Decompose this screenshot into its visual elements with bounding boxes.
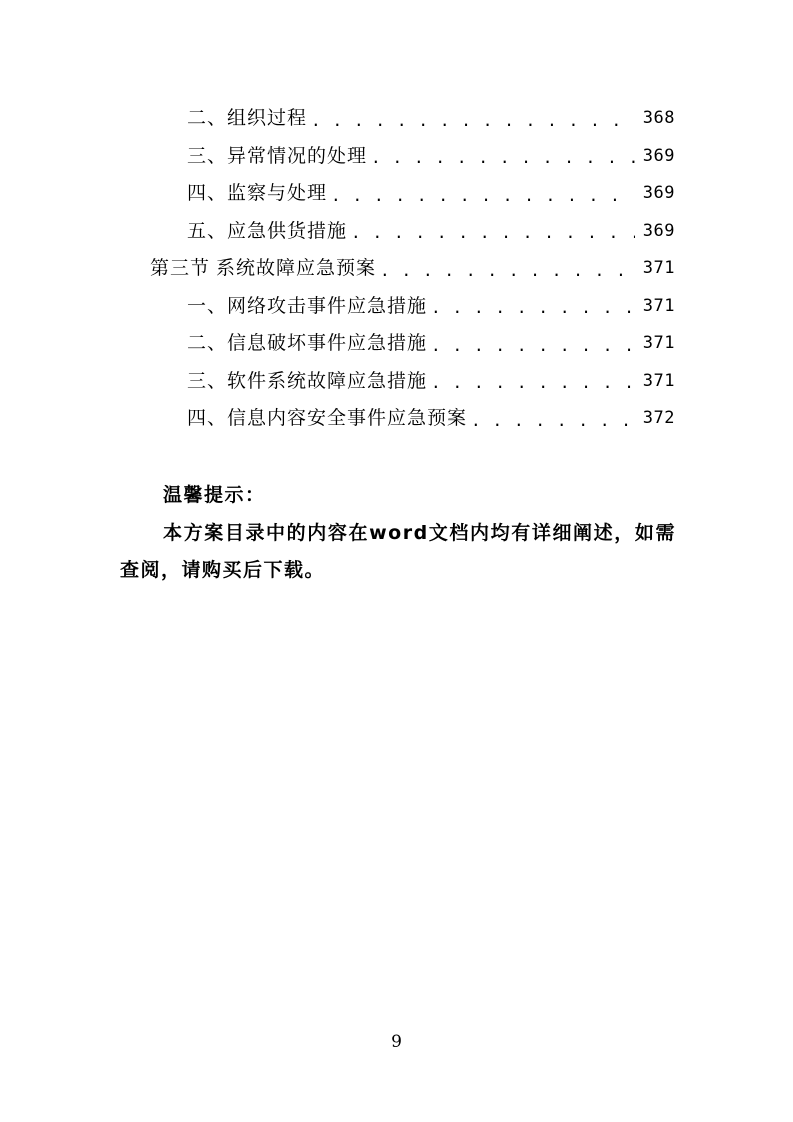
toc-entry-text: 系统故障应急预案 — [216, 257, 377, 280]
toc-dot-leader — [351, 225, 635, 241]
toc-dot-leader — [431, 300, 635, 316]
toc-dot-leader — [371, 150, 635, 166]
toc-entry-number: 第三节 — [150, 257, 211, 280]
toc-entry-title — [187, 294, 428, 317]
toc-entry-page: 369 — [642, 145, 675, 166]
toc-entry-number: 二、 — [187, 107, 228, 130]
toc-dot-leader — [380, 263, 635, 279]
toc-entry-text: 组织过程 — [227, 107, 308, 130]
toc-entry-page: 371 — [642, 333, 675, 354]
toc-entry[interactable] — [0, 100, 675, 138]
toc-entry-title — [187, 144, 368, 167]
toc-entry-page: 371 — [642, 295, 675, 316]
toc-entry-text: 信息内容安全事件应急预案 — [227, 407, 468, 430]
toc-entry-title — [187, 109, 307, 128]
toc-dot-leader — [331, 188, 635, 204]
toc-entry-title — [187, 369, 428, 392]
notice-body: 本方案目录中的内容在word文档内均有详细阐述，如需查阅，请购买后下载。 — [120, 522, 676, 581]
toc-section-entry[interactable] — [0, 250, 675, 288]
toc-entry-number: 三、 — [187, 369, 228, 392]
toc-entry-number: 四、 — [187, 182, 228, 205]
toc-entry-page: 371 — [642, 258, 675, 279]
toc-entry-title — [187, 184, 327, 203]
toc-entry-page: 368 — [642, 108, 675, 129]
toc-entry-number: 一、 — [187, 294, 228, 317]
toc-entry-title — [150, 259, 376, 278]
toc-entry-title — [187, 219, 348, 242]
toc-dot-leader — [471, 413, 635, 429]
toc-dot-leader — [431, 375, 635, 391]
toc-entry-text: 监察与处理 — [227, 182, 328, 205]
toc-entry[interactable] — [0, 400, 675, 438]
toc-entry[interactable] — [0, 363, 675, 401]
toc-entry[interactable] — [0, 325, 675, 363]
toc-entry[interactable] — [0, 175, 675, 213]
toc-entry-number: 四、 — [187, 407, 228, 430]
toc-entry-page: 369 — [642, 220, 675, 241]
toc-entry-text: 信息破坏事件应急措施 — [227, 332, 428, 355]
toc-entry-text: 网络攻击事件应急措施 — [227, 294, 428, 317]
toc-entry-number: 三、 — [187, 144, 228, 167]
page-number: 9 — [391, 1032, 402, 1052]
toc-entry-title — [187, 334, 427, 353]
toc-entry-text: 应急供货措施 — [227, 219, 348, 242]
toc-entry-page: 372 — [642, 408, 675, 429]
notice-title: 温馨提示： — [163, 484, 266, 506]
toc-entry[interactable] — [0, 288, 675, 326]
table-of-contents — [0, 100, 793, 438]
toc-dot-leader — [431, 338, 635, 354]
toc-entry-text: 异常情况的处理 — [227, 144, 368, 167]
toc-entry-number: 二、 — [187, 332, 228, 355]
toc-entry-title — [187, 409, 467, 428]
toc-entry-number: 五、 — [187, 219, 228, 242]
toc-entry[interactable] — [0, 213, 675, 251]
toc-dot-leader — [311, 113, 635, 129]
toc-entry-page: 371 — [642, 370, 675, 391]
toc-entry[interactable] — [0, 138, 675, 176]
toc-entry-page: 369 — [642, 183, 675, 204]
toc-entry-text: 软件系统故障应急措施 — [227, 369, 428, 392]
